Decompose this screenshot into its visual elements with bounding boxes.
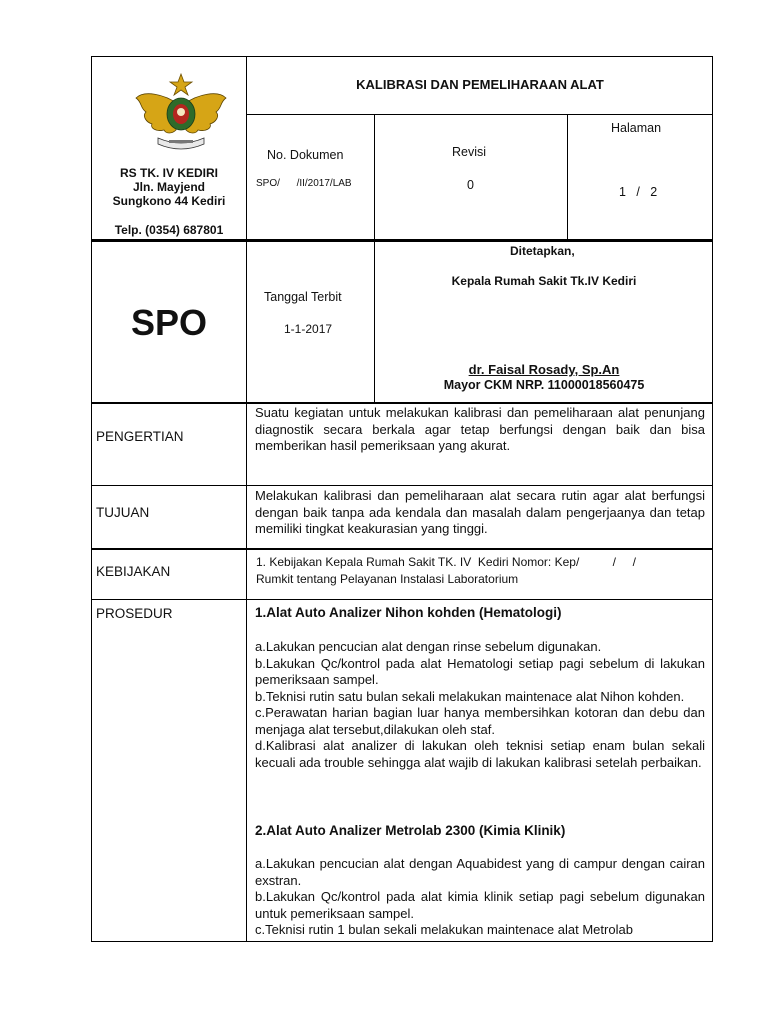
document-title: KALIBRASI DAN PEMELIHARAAN ALAT [356, 77, 604, 92]
prosedur-heading-2: 2.Alat Auto Analizer Metrolab 2300 (Kimia Klinik) [255, 823, 566, 838]
divider-spo-bottom [91, 402, 713, 404]
list-item: a.Lakukan pencucian alat dengan Aquabidest yang di campur dengan cairan exstran. [255, 856, 705, 888]
divider-header-vertical [246, 56, 247, 942]
spo-label: SPO [130, 302, 208, 343]
kebijakan-line2: Rumkit tentang Pelayanan Instalasi Laboratorium [256, 572, 519, 586]
prosedur-list-2 [255, 856, 705, 940]
divider-revisi-halaman [567, 114, 568, 240]
signer-rank: Mayor CKM NRP. 11000018560475 [443, 378, 645, 392]
list-item: b.Lakukan Qc/kontrol pada alat kimia klinik setiap pagi sebelum digunakan untuk pemeriksaan sampel. [255, 889, 705, 921]
kebijakan-label: KEBIJAKAN [96, 564, 171, 579]
divider-title-bottom [246, 114, 713, 115]
list-item: b.Lakukan Qc/kontrol pada alat Hematologi setiap pagi sebelum di lakukan pemeriksaan sampel. [255, 655, 705, 687]
kepala-rs-label: Kepala Rumah Sakit Tk.IV Kediri [451, 274, 637, 288]
hospital-logo [134, 72, 228, 158]
halaman-value: 1 / 2 [619, 185, 658, 199]
hospital-name: RS TK. IV KEDIRI [119, 166, 218, 180]
prosedur-heading-1: 1.Alat Auto Analizer Nihon kohden (Hematologi) [255, 605, 562, 620]
list-item: a.Lakukan pencucian alat dengan rinse sebelum digunakan. [255, 639, 602, 654]
pengertian-label: PENGERTIAN [96, 429, 184, 444]
divider-pengertian-bottom [91, 485, 713, 486]
hospital-address-line2: Sungkono 44 Kediri [112, 194, 226, 208]
signer-name: dr. Faisal Rosady, Sp.An [468, 362, 620, 377]
no-dokumen-label: No. Dokumen [267, 148, 344, 162]
divider-nodok-revisi [374, 114, 375, 240]
divider-header-thick [91, 239, 713, 242]
prosedur-list-1 [255, 639, 705, 771]
hospital-phone: Telp. (0354) 687801 [114, 223, 224, 237]
tanggal-terbit-label: Tanggal Terbit [264, 290, 342, 304]
kebijakan-line1: 1. Kebijakan Kepala Rumah Sakit TK. IV Kediri Nomor: Kep/ / / [256, 555, 636, 569]
revisi-value: 0 [467, 178, 474, 192]
tanggal-terbit-value: 1-1-2017 [284, 322, 333, 336]
divider-tujuan-bottom [91, 548, 713, 550]
tujuan-label: TUJUAN [96, 505, 150, 520]
revisi-label: Revisi [452, 145, 487, 159]
star-icon [170, 74, 192, 95]
list-item: d.Kalibrasi alat analizer di lakukan oleh teknisi setiap enam bulan sekali kecuali ada trouble sehingga alat wajib di lakukan kalibrasi setelah perbaikan. [255, 738, 705, 770]
prosedur-label: PROSEDUR [96, 606, 173, 621]
divider-kebijakan-bottom [91, 599, 713, 600]
list-item: b.Teknisi rutin satu bulan sekali melakukan maintenace alat Nihon kohden. [255, 688, 685, 704]
pengertian-text: Suatu kegiatan untuk melakukan kalibrasi dan pemeliharaan alat penunjang diagnostik secara berkala agar tetap berfungsi dengan baik dan bisa memberikan hasil pemeriksaan yang akurat. [255, 405, 705, 453]
tujuan-text: Melakukan kalibrasi dan pemeliharaan alat secara rutin agar alat berfungsi dengan baik tanpa ada kendala dan masalah dalam pengerjaanya dan tetap memiliki tingkat keakurasian yang tinggi. [255, 488, 705, 536]
halaman-label: Halaman [611, 121, 662, 135]
no-dokumen-value: SPO/ /II/2017/LAB [256, 178, 352, 189]
ditetapkan-label: Ditetapkan, [510, 244, 575, 258]
list-item: c.Perawatan harian bagian luar hanya membersihkan kotoran dan debu dan menjaga alat tersebut,dilakukan oleh staf. [255, 705, 705, 737]
list-item: c.Teknisi rutin 1 bulan sekali melakukan maintenace alat Metrolab [255, 922, 633, 937]
hospital-address-line1: Jln. Mayjend [132, 180, 206, 194]
